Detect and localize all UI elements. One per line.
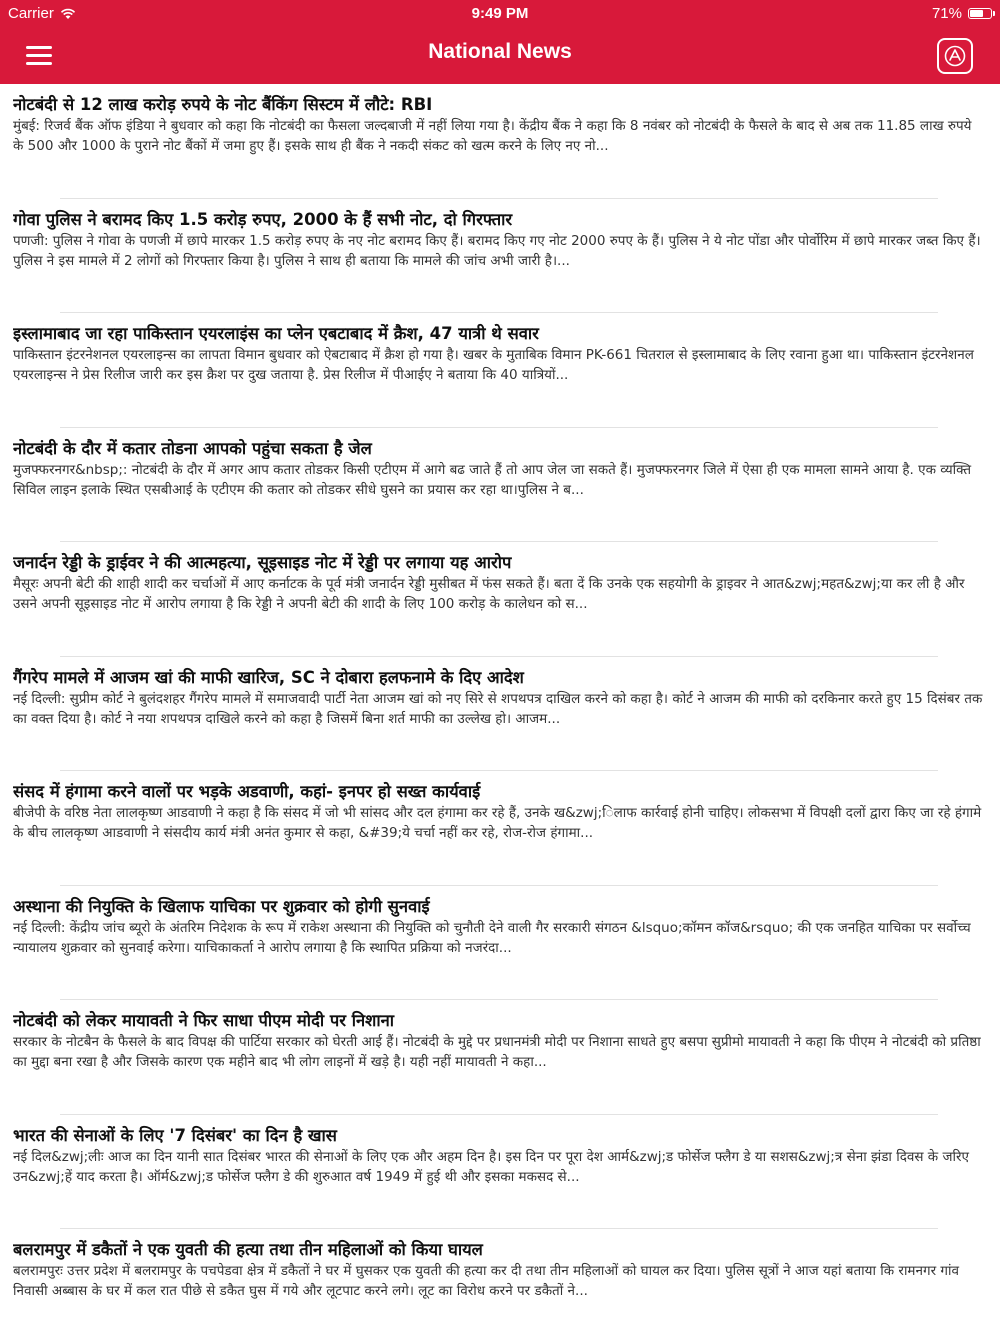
news-list-item[interactable] (0, 886, 1000, 1001)
news-list-item[interactable] (0, 657, 1000, 772)
news-headline: भारत की सेनाओं के लिए '7 दिसंबर' का दिन है खास (13, 1125, 337, 1145)
news-list-item[interactable] (0, 771, 1000, 886)
news-headline: नोटबंदी से 12 लाख करोड़ रुपये के नोट बैंकिंग सिस्टम में लौटे: RBI (13, 95, 433, 114)
news-headline: गोवा पुलिस ने बरामद किए 1.5 करोड़ रुपए, 2000 के हैं सभी नोट, दो गिरफ्तार (13, 209, 513, 229)
status-bar (0, 0, 1000, 28)
news-list-item[interactable] (0, 1000, 1000, 1115)
news-summary: नई दिल&zwj;लीः आज का दिन यानी सात दिसंबर भारत की सेनाओं के लिए एक और अहम दिन है। इस दिन पर पूरा देश आर्म&zwj;ड फोर्सेज फ्लैग डे या सशस&zwj;त्र सेना झंडा दिवस के जरिए उन&zwj;हें याद करता है। ऑर्म&zwj;ड फोर्सेज फ्लैग डे की शुरुआत वर्ष 1949 में हुई थी और इसका मकसद से... (13, 1148, 969, 1185)
news-summary: सरकार के नोटबैन के फैसले के बाद विपक्ष की पार्टिया सरकार को घेरती आई हैं। नोटबंदी के मुद्दे पर प्रधानमंत्री मोदी पर निशाना साधते हुए बसपा सुप्रीमो मायावती ने कहा कि पीएम ने नोटबंदी को प्रतिष्ठा का मुद्दा बना रखा है और जिसके कारण एक महीने बाद भी लोग लाइनों में खड़े है। यही नहीं मायावती ने कहा... (13, 1034, 981, 1070)
news-headline: अस्थाना की नियुक्ति के खिलाफ याचिका पर शुक्रवार को होगी सुनवाई (13, 896, 430, 916)
news-summary: मैसूरः अपनी बेटी की शाही शादी कर चर्चाओं में आए कर्नाटक के पूर्व मंत्री जनार्दन रेड्डी मुसीबत में फंस सकते हैं। बता दें कि उनके एक सहयोगी के ड्राइवर ने आत&zwj;महत&zwj;या कर ली है और उसने अपनी सूइसाइड नोट में आरोप लगाया है कि रेड्डी ने अपनी बेटी की शादी के लिए 100 करोड़ के कालेधन को स... (13, 576, 965, 612)
news-list-item[interactable] (0, 199, 1000, 314)
carrier-label: Carrier (8, 5, 54, 22)
news-summary: मुजफ्फरनगर&nbsp;: नोटबंदी के दौर में अगर आप कतार तोडकर किसी एटीएम में आगे बढ जाते हैं तो आप जेल जा सकते हैं। मुजफ्फरनगर जिले में ऐसा ही एक मामला सामने आया है. एक व्यक्ति सिविल लाइन इलाके स्थित एसबीआई के एटीएम की कतार को तोडकर सीधे घुसने का प्रयास कर रहा था।पुलिस ने ब... (13, 461, 972, 498)
battery-level-fill (970, 10, 983, 17)
navigation-bar (0, 28, 1000, 84)
news-headline: गैंगरेप मामले में आजम खां की माफी खारिज, SC ने दोबारा हलफनामे के दिए आदेश (13, 667, 524, 687)
news-headline: बलरामपुर में डकैतों ने एक युवती की हत्या तथा तीन महिलाओं को किया घायल (13, 1240, 483, 1259)
news-summary: मुंबई: रिजर्व बैंक ऑफ इंडिया ने बुधवार को कहा कि नोटबंदी का फैसला जल्दबाजी में नहीं लिया गया है। केंद्रीय बैंक ने कहा कि 8 नवंबर को नोटबंदी के फैसले के बाद से अब तक 11.85 लाख रुपये के 500 और 1000 के पुराने नोट बैंकों में जमा हुए हैं। इसके साथ ही बैंक ने नकदी संकट को खत्म करने के लिए नए नो... (13, 118, 972, 154)
news-headline: जनार्दन रेड्डी के ड्राईवर ने की आत्महत्या, सूइसाइड नोट में रेड्डी पर लगाया यह आरोप (13, 553, 512, 572)
status-time: 9:49 PM (471, 5, 529, 22)
news-summary: पणजी: पुलिस ने गोवा के पणजी में छापे मारकर 1.5 करोड़ रुपए के नए नोट बरामद किए हैं। बरामद किए गए नोट 2000 रुपए के हैं। पुलिस ने ये नोट पोंडा और पोर्वोरिम में छापे मारकर जब्त किए हैं। पुलिस ने इस मामले में 2 लोगों को गिरफ्तार किया है। पुलिस ने साथ ही बताया कि मामले की जांच अभी जारी है।... (13, 232, 981, 269)
app-header (0, 0, 1000, 84)
news-headline: संसद में हंगामा करने वालों पर भड़के अडवाणी, कहां- इनपर हो सख्त कार्यवाई (13, 782, 481, 801)
news-headline: नोटबंदी के दौर में कतार तोडना आपको पहुंचा सकता है जेल (13, 438, 372, 458)
battery-icon (968, 8, 992, 19)
news-summary: नई दिल्ली: केंद्रीय जांच ब्यूरो के अंतरिम निदेशक के रूप में राकेश अस्थाना की नियुक्ति को चुनौती देने वाली गैर सरकारी संगठन &lsquo;कॉमन कॉज&rsquo; की एक जनहित याचिका पर सर्वोच्च न्यायालय शुक्रवार को सुनवाई करेगा। याचिकाकर्ता ने आरोप लगाया है कि स्थापित प्रक्रिया को नजरंदा... (13, 919, 971, 956)
battery-tip (993, 11, 995, 16)
news-summary: नई दिल्ली: सुप्रीम कोर्ट ने बुलंदशहर गैंगरेप मामले में समाजवादी पार्टी नेता आजम खां को नए सिरे से शपथपत्र दाखिल करने को कहा है। कोर्ट ने आजम की माफी को दरकिनार करते हुए 15 दिसंबर तक का वक्त दिया है। कोर्ट ने नया शपथपत्र दाखिले करने को कहा है जिसमें बिना शर्त माफी का उल्लेख हो। आजम... (13, 690, 983, 727)
news-list-item[interactable] (0, 1229, 1000, 1334)
news-summary: बलरामपुरः उत्तर प्रदेश में बलरामपुर के पचपेडवा क्षेत्र में डकैतों ने घर में घुसकर एक युवती की हत्या कर दी तथा तीन महिलाओं को घायल कर दिया। पुलिस सूत्रों ने आज यहां बताया कि रामनगर गांव निवासी अब्बास के घर में कल रात पीछे से डकैत घुस में गये और लूटपाट करने लगे। लूट का विरोध करने पर डकैतों ने... (13, 1263, 960, 1299)
news-list-item[interactable] (0, 542, 1000, 657)
app-store-icon (944, 45, 966, 67)
news-headline: नोटबंदी को लेकर मायावती ने फिर साधा पीएम मोदी पर निशाना (13, 1011, 395, 1030)
news-summary: बीजेपी के वरिष्ठ नेता लालकृष्ण आडवाणी ने कहा है कि संसद में जो भी सांसद और दल हंगामा कर रहे हैं, उनके ख&zwj;ि‍लाफ कार्रवाई होनी चाहिए। लोकसभा में विपक्षी दलों द्वारा किए जा रहे हंगामे के बीच लालकृष्ण आडवाणी ने संसदीय कार्य मंत्री अनंत कुमार से कहा, &#39;ये चर्चा नहीं कर रहे, रोज-रोज हंगामा... (13, 805, 982, 841)
news-list-item[interactable] (0, 84, 1000, 199)
news-list-item[interactable] (0, 1115, 1000, 1230)
app-store-button[interactable] (937, 38, 973, 74)
news-list-item[interactable] (0, 428, 1000, 543)
news-list (0, 84, 1000, 1334)
battery-percentage: 71% (931, 5, 962, 22)
news-headline: इस्लामाबाद जा रहा पाकिस्तान एयरलाइंस का प्लेन एबटाबाद में क्रैश, 47 यात्री थे सवार (13, 324, 539, 343)
page-title: National News (428, 40, 572, 63)
battery-indicator (932, 5, 992, 22)
news-list-item[interactable] (0, 313, 1000, 428)
news-summary: पाकिस्तान इंटरनेशनल एयरलाइन्स का लापता विमान बुधवार को ऐबटाबाद में क्रैश हो गया है। खबर के मुताबिक विमान PK-661 चितराल से इस्लामाबाद के लिए रवाना हुआ था। पाकिस्तान इंटरनेशनल एयरलाइन्स ने प्रेस रिलीज जारी कर इस क्रैश पर दुख जताया है. प्रेस रिलीज में पीआईए ने बताया कि 40 यात्रियों... (13, 347, 974, 383)
